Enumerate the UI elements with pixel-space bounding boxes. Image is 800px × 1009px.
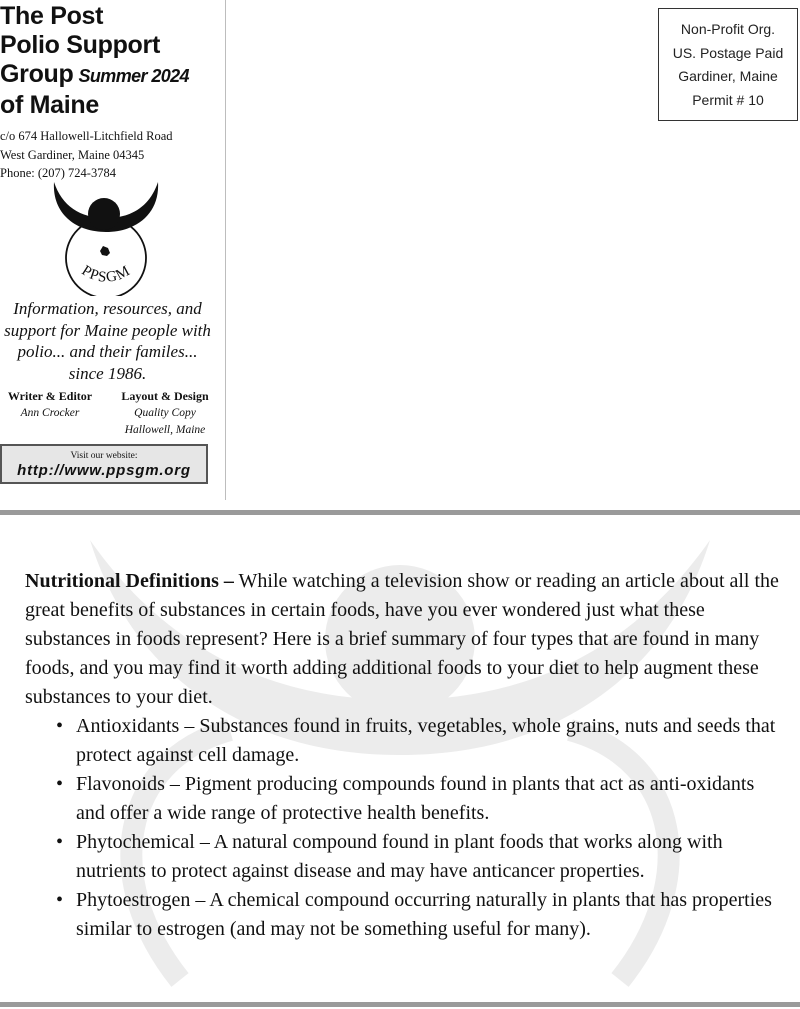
section-divider: [0, 510, 800, 515]
mailing-address: [0, 127, 173, 183]
layout-role: Layout & Design: [121, 389, 209, 403]
list-item: • Flavonoids – Pigment producing compounds found in plants that act as anti-oxidants and offer a wide range of protective health benefits.: [76, 770, 785, 828]
logo-text: PPSGM: [78, 262, 134, 286]
title-line: [0, 60, 189, 91]
website-url[interactable]: http://www.ppsgm.org: [17, 462, 191, 479]
writer-credit: [0, 388, 100, 422]
postage-line: Permit # 10: [692, 91, 764, 108]
article: [25, 567, 785, 944]
tagline: Information, resources, and support for Maine people with polio... and their familes... since 1986.: [4, 299, 211, 383]
title-line-text: Group: [0, 60, 74, 88]
ppsgm-logo: [50, 180, 162, 296]
article-heading: Nutritional Definitions –: [25, 570, 234, 592]
layout-name: Quality Copy: [134, 407, 196, 419]
title-line: The Post: [0, 2, 104, 30]
layout-location: Hallowell, Maine: [124, 424, 206, 436]
list-item: • Phytochemical – A natural compound found in plant foods that works along with nutrients to protect against disease and may have anticancer properties.: [76, 828, 785, 886]
postage-line: Gardiner, Maine: [678, 68, 778, 84]
title-line: of Maine: [0, 91, 99, 119]
website-label: Visit our website:: [70, 451, 138, 461]
article-intro: [25, 567, 785, 712]
issue-label: Summer 2024: [78, 66, 189, 86]
list-item: • Phytoestrogen – A chemical compound occurring naturally in plants that has properties similar to estrogen (and may not be something useful for many).: [76, 886, 785, 944]
section-divider: [0, 1002, 800, 1007]
postage-line: Non-Profit Org.: [680, 21, 776, 37]
address-line: West Gardiner, Maine 04345: [0, 147, 145, 162]
writer-role: Writer & Editor: [7, 389, 93, 403]
address-line: c/o 674 Hallowell-Litchfield Road: [0, 129, 173, 143]
logo-sun: [88, 198, 120, 230]
layout-credit: [110, 388, 220, 439]
logo-figure: [100, 246, 110, 256]
masthead: [0, 0, 226, 500]
organization-title: [0, 2, 189, 120]
writer-name: Ann Crocker: [20, 407, 80, 419]
definition-list: [25, 712, 785, 944]
website-box: [0, 444, 208, 484]
title-line: Polio Support: [0, 31, 160, 59]
phone-number: Phone: (207) 724-3784: [0, 166, 116, 180]
list-item: • Antioxidants – Substances found in fruits, vegetables, whole grains, nuts and seeds that protect against cell damage.: [76, 712, 785, 770]
postage-indicia: [658, 8, 798, 121]
article-intro-text: While watching a television show or reading an article about all the great benefits of substances in certain foods, have you ever wondered just what these substances in foods represent? Here is a brief summary of four types that are found in many foods, and you may find it worth adding additional foods to your diet to help augment these substances to your diet.: [25, 570, 779, 708]
postage-line: US. Postage Paid: [672, 44, 784, 61]
